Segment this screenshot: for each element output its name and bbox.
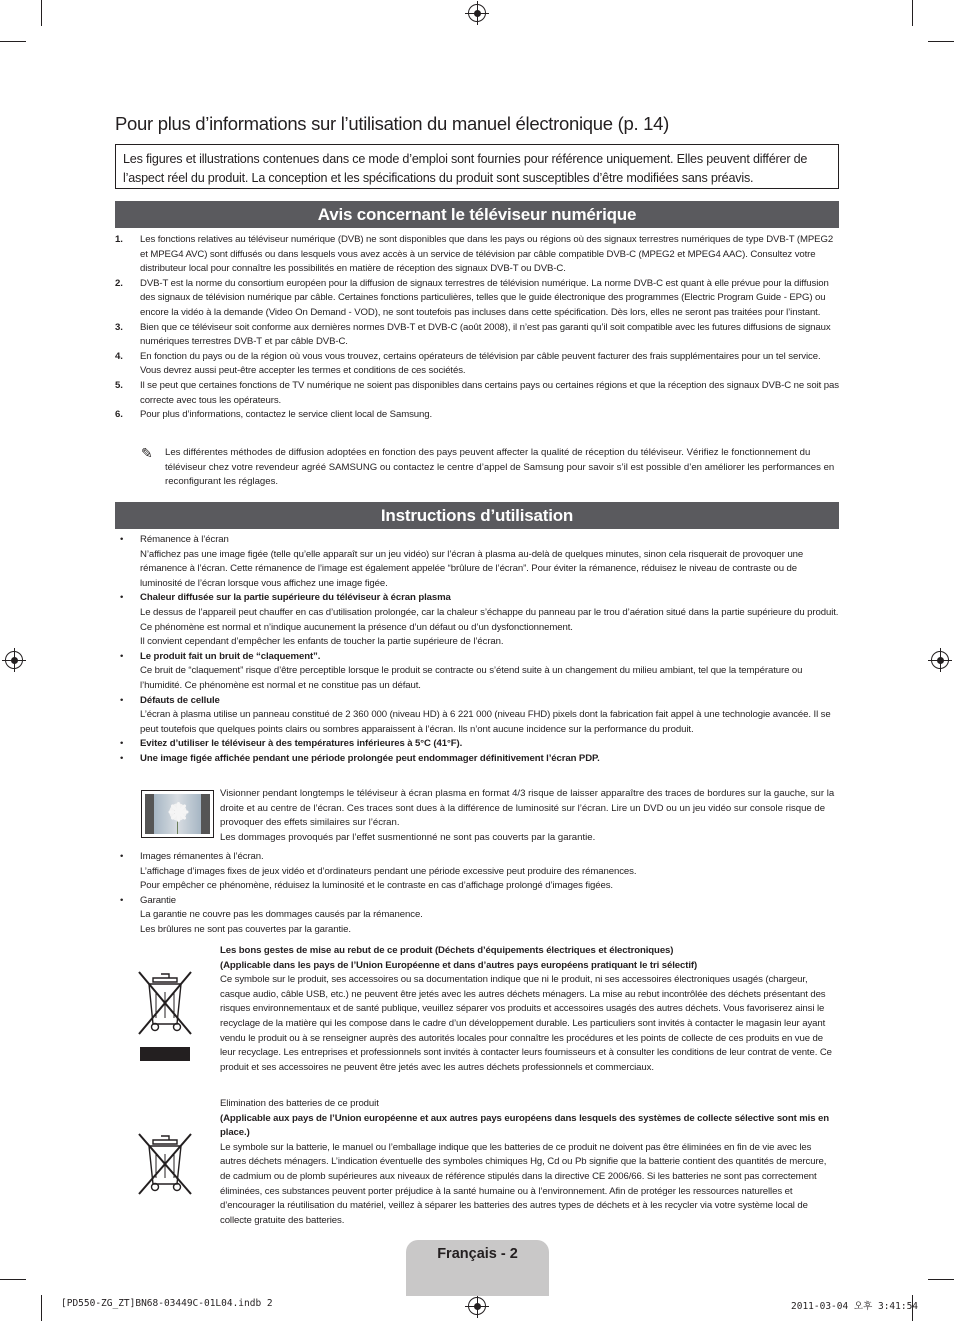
crop-mark	[41, 0, 42, 26]
list-item: • Chaleur diffusée sur la partie supérieure du téléviseur à écran plasma Le dessus de l’appareil peut chauffer en cas d’utilisation prolongée, car la chaleur s’échappe du panneau par le trou d’aération situé dans la partie supérieure du produit. Ce phénomène est normal et n’indique aucunement la présence d’un défaut ou d’un dysfonctionnement. Il convient cependant d’empêcher les enfants de toucher la partie supérieure de l’écran.	[120, 592, 839, 648]
registration-mark-icon	[5, 651, 23, 669]
list-item: • Evitez d’utiliser le téléviseur à des températures inférieures à 5°C (41°F).	[120, 738, 463, 750]
page-title: Pour plus d’informations sur l’utilisation du manuel électronique (p. 14)	[115, 113, 669, 134]
list-item: • Rémanence à l’écran N’affichez pas une image figée (telle qu’elle apparaît sur un jeu vidéo) sur l’écran à plasma au-delà de quelques minutes, sinon cela risquerait de provoquer une rémanence à l’écran. Cette rémanence de l’image est également appelée “brûlure de l’écran”. Pour éviter la rémanence, réduisez le niveau de contraste ou de luminosité de l’écran lorsque vous affichez une image figée.	[120, 534, 804, 589]
bullet-list-2	[115, 850, 839, 938]
print-timestamp: 2011-03-04 오후 3:41:54	[791, 1301, 919, 1312]
crop-mark	[928, 41, 954, 42]
list-item: • Le produit fait un bruit de “claquement”. Ce bruit de “claquement” risque d’être perceptible lorsque le produit se contracte ou s’étend suite à un changement du milieu ambiant, tel que la température ou l’humidité. Ce phénomène est normal et ne constitue pas un défaut.	[120, 650, 803, 691]
list-item: 6. Pour plus d’informations, contactez le service client local de Samsung.	[115, 409, 433, 421]
illustration-text: Visionner pendant longtemps le téléviseur à écran plasma en format 4/3 risque de laisser apparaître des traces de bordures sur la gauche, sur la droite et au centre de l’écran. Ces traces sont dues à la différence de luminosité sur l’écran. Lire un DVD ou un jeu vidéo sur console risque de provoquer des effets similaires sur l’écran. Les dommages provoqués par l’effet susmentionné ne sont pas couverts par la garantie.	[220, 788, 835, 843]
pencil-icon: ✎	[141, 445, 153, 461]
crossed-bin-icon	[133, 1128, 197, 1198]
crop-mark	[0, 1279, 26, 1280]
notice-box: Les figures et illustrations contenues dans ce mode d’emploi sont fournies pour référence uniquement. Elles peuvent différer de l’aspect réel du produit. La conception et les spécifications du produit sont susceptibles d’être modifiées sans préavis.	[115, 144, 839, 189]
list-item: 2. DVB-T est la norme du consortium européen pour la diffusion de signaux terrestres de télévision numérique. La norme DVB-C est quant à elle prévue pour la diffusion des signaux de télévision numérique par câble. Certaines fonctions particulières, telles que le guide électronique des programmes (Electric Program Guide - EPG) ou encore la vidéo à la demande (Video On Demand - VOD), ne sont toutefois pas incluses dans cette spécification. Dès lors, elles ne seront pas traitées pour l’instant.	[115, 277, 829, 318]
crop-mark	[912, 0, 913, 26]
weee-disposal-section: Les bons gestes de mise au rebut de ce produit (Déchets d’équipements électriques et électroniques) (Applicable dans les pays de l’Union Européenne et dans d’autres pays européens pratiquant le tri sélectif) Ce symbole sur le produit, ses accessoires ou sa documentation indique que ni le produit, ni ses accessoires électroniques usagés (chargeur, casque audio, câble USB, etc.) ne peuvent être jetés avec les autres déchets ménagers. La mise au rebut incontrôlée des déchets présentant des risques environnementaux et de santé publique, veuillez séparer vos produits et accessoires usagés des autres déchets. Vous favoriserez ainsi le recyclage de la matière qui les compose dans le cadre d’un développement durable. Les particuliers sont invités à contacter le magasin leur ayant vendu le produit ou à se renseigner auprès des autorités locales pour connaître les procédures et les points de collecte de ces produits en vue de leur recyclage. Les entreprises et professionnels sont invités à contacter leurs fournisseurs et à consulter les conditions de leur contrat de vente. Ce produit et ses accessoires ne peuvent être jetés avec les autres déchets professionnels et commerciaux.	[220, 945, 832, 1073]
print-file-info: [PD550-ZG_ZT]BN68-03449C-01L04.indb 2	[61, 1298, 273, 1309]
list-item: 5. Il se peut que certaines fonctions de TV numérique ne soient pas disponibles dans certains pays ou certaines régions et que la réception des signaux DVB-C ne soit pas correcte avec tous les opérateurs.	[115, 379, 839, 406]
battery-disposal-section: Elimination des batteries de ce produit (Applicable aux pays de l’Union européenne et aux autres pays européens dans lesquels des systèmes de collecte sélective sont mis en place.) Le symbole sur la batterie, le manuel ou l’emballage indique que les batteries de ce produit ne doivent pas être éliminées en fin de vie avec les autres déchets ménagers. L’indication éventuelle des symboles chimiques Hg, Cd ou Pb signifie que la batterie contient des quantités de mercure, de cadmium ou de plomb supérieures aux niveaux de référence stipulés dans la directive CE 2006/66. Si les batteries ne sont pas correctement éliminées, ces substances peuvent porter préjudice à la santé humaine ou à l’environnement. Afin de protéger les ressources naturelles et d’encourager la réutilisation du matériel, veillez à séparer les batteries des autres types de déchets et à les recycler via votre système local de collecte gratuite des batteries.	[220, 1098, 830, 1226]
solid-bar-icon	[140, 1047, 190, 1061]
crop-mark	[41, 1295, 42, 1321]
list-item: • Images rémanentes à l’écran. L’affichage d’images fixes de jeux vidéo et d’ordinateurs pendant une période excessive peut produire des rémanences. Pour empêcher ce phénomène, réduisez la luminosité et le contraste en cas d’affichage prolongé d’images figées.	[120, 851, 637, 892]
page-number: Français - 2	[437, 1246, 518, 1262]
registration-mark-icon	[468, 4, 486, 22]
note-text: Les différentes méthodes de diffusion adoptées en fonction des pays peuvent affecter la qualité de réception du téléviseur. Vérifiez le fonctionnement du téléviseur chez votre revendeur agréé SAMSUNG ou contactez le centre d’appel de Samsung pour savoir s’il est possible d’en améliorer les performances en reconfigurant les réglages.	[165, 447, 835, 488]
numbered-list	[115, 233, 839, 423]
crop-mark	[0, 41, 26, 42]
crossed-bin-icon	[133, 966, 197, 1038]
note	[140, 446, 839, 490]
crop-mark	[928, 1279, 954, 1280]
section-heading-instructions: Instructions d’utilisation	[115, 502, 839, 529]
page-number-tab	[406, 1240, 549, 1296]
section-heading-digital-tv: Avis concernant le téléviseur numérique	[115, 201, 839, 228]
list-item: 3. Bien que ce téléviseur soit conforme aux dernières normes DVB-T et DVB-C (août 2008), il n’est pas garanti qu’il soit compatible avec les futures diffusions de signaux numériques terrestres DVB-T et par câble DVB-C.	[115, 321, 831, 348]
list-item: 4. En fonction du pays ou de la région où vous vous trouvez, certains opérateurs de télévision par câble peuvent facturer des frais supplémentaires pour un tel service. Vous devrez aussi peut-être accepter les termes et conditions de ces sociétés.	[115, 350, 821, 377]
list-item: • Une image figée affichée pendant une période prolongée peut endommager définitivement l’écran PDP.	[120, 752, 600, 764]
flower-image-icon	[168, 802, 188, 822]
registration-mark-icon	[931, 651, 949, 669]
list-item: 1. Les fonctions relatives au téléviseur numérique (DVB) ne sont disponibles que dans les pays ou régions où des signaux terrestres numériques de type DVB-T (MPEG2 et MPEG4 AVC) sont diffusés ou dans lesquels vous avez accès à un service de télévision par câble compatible DVB-C (MPEG2 et MPEG4 AAC). Consultez votre distributeur local pour connaître les possibilités en matière de réception des signaux DVB-T ou DVB-C.	[115, 234, 834, 275]
screen-burn-illustration	[141, 790, 214, 838]
registration-mark-icon	[468, 1297, 486, 1315]
bullet-list	[115, 533, 839, 767]
list-item: • Garantie La garantie ne couvre pas les dommages causés par la rémanence. Les brûlures ne sont pas couvertes par la garantie.	[120, 894, 423, 935]
list-item: • Défauts de cellule L’écran à plasma utilise un panneau constitué de 2 360 000 (niveau HD) à 6 221 000 (niveau FHD) pixels dont la fabrication fait appel à une technologie avancée. Il se peut toutefois que quelques points clairs ou sombres apparaissent à l’écran. Ils n’ont aucune incidence sur la performance du produit.	[120, 694, 831, 735]
